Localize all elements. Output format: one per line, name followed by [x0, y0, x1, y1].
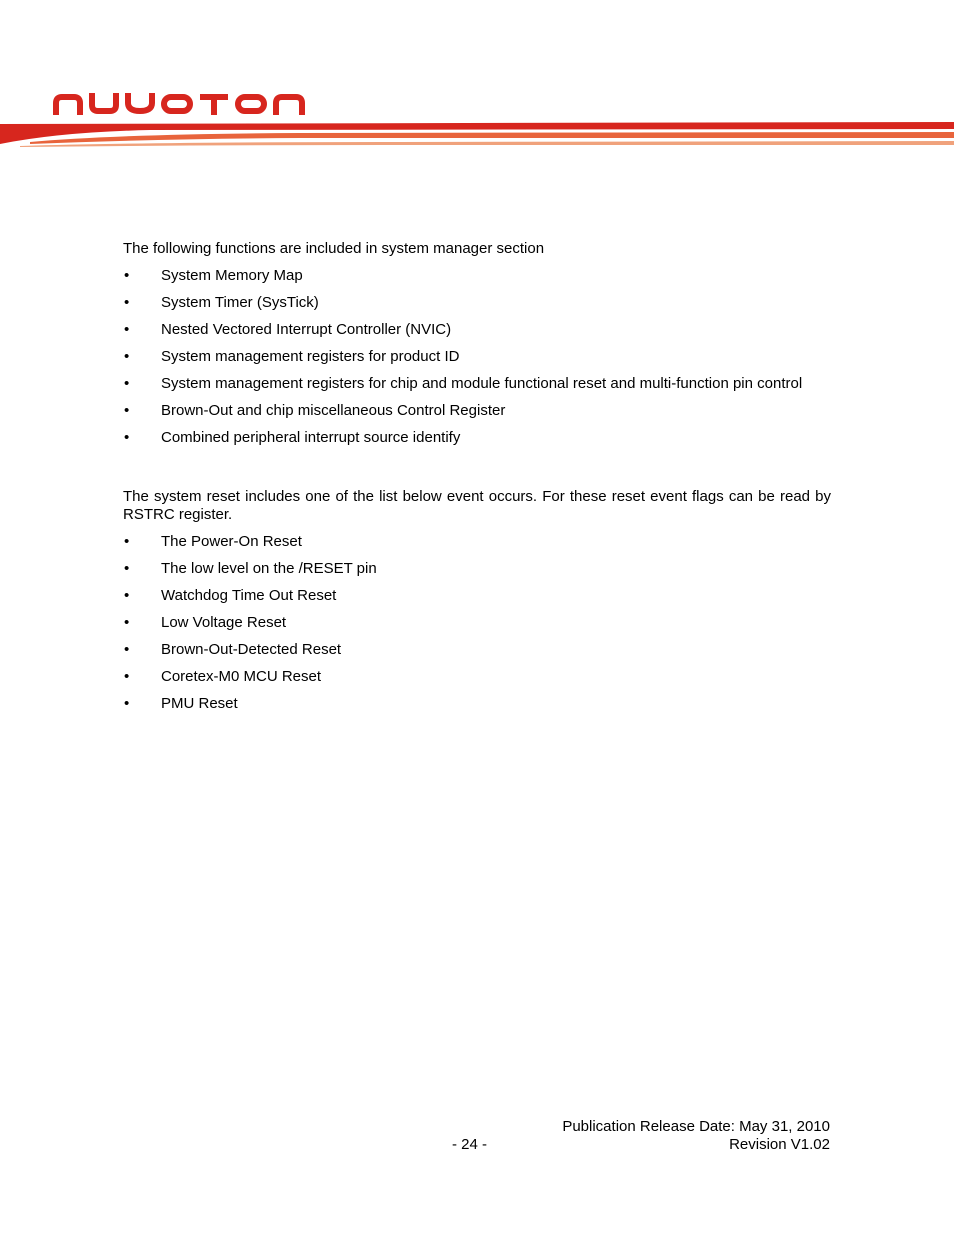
list-item: • System management registers for chip and module functional reset and multi-function pin control [124, 375, 803, 392]
header-band [0, 118, 954, 148]
list-item: • Nested Vectored Interrupt Controller (NVIC) [124, 321, 452, 338]
list-item: • The low level on the /RESET pin [124, 560, 377, 577]
bullet: • [124, 429, 130, 446]
list-item: • System Memory Map [124, 267, 303, 284]
list-item: • Low Voltage Reset [124, 614, 287, 631]
bullet: • [124, 533, 130, 550]
bullet: • [124, 267, 130, 284]
bullet: • [124, 402, 130, 419]
list-item: • Coretex-M0 MCU Reset [124, 668, 322, 685]
bullet: • [124, 348, 130, 365]
page-number: - 24 - [452, 1136, 488, 1153]
bullet: • [124, 695, 130, 712]
bullet: • [124, 587, 130, 604]
bullet: • [124, 375, 130, 392]
list-item: • PMU Reset [124, 695, 238, 712]
bullet: • [124, 294, 130, 311]
page-content [123, 240, 831, 713]
bullet: • [124, 641, 130, 658]
revision: Revision V1.02 [729, 1136, 830, 1153]
bullet: • [124, 560, 130, 577]
list-item: • System Timer (SysTick) [124, 294, 319, 311]
publication-date: Publication Release Date: May 31, 2010 [562, 1118, 830, 1135]
bullet: • [124, 614, 130, 631]
nuvoton-logo [52, 93, 308, 115]
function-list [123, 267, 831, 447]
list-item: • System management registers for product ID [124, 348, 460, 365]
list-item: • The Power-On Reset [124, 533, 302, 550]
reset-list [123, 533, 831, 713]
bullet: • [124, 668, 130, 685]
section1-intro: The following functions are included in system manager section [123, 240, 545, 257]
list-item: • Watchdog Time Out Reset [124, 587, 337, 604]
bullet: • [124, 321, 130, 338]
list-item: • Combined peripheral interrupt source identify [124, 429, 461, 446]
list-item: • Brown-Out-Detected Reset [124, 641, 342, 658]
section2-intro: The system reset includes one of the list below event occurs. For these reset event flags can be read by RSTRC register. [123, 488, 831, 523]
list-item: • Brown-Out and chip miscellaneous Control Register [124, 402, 506, 419]
